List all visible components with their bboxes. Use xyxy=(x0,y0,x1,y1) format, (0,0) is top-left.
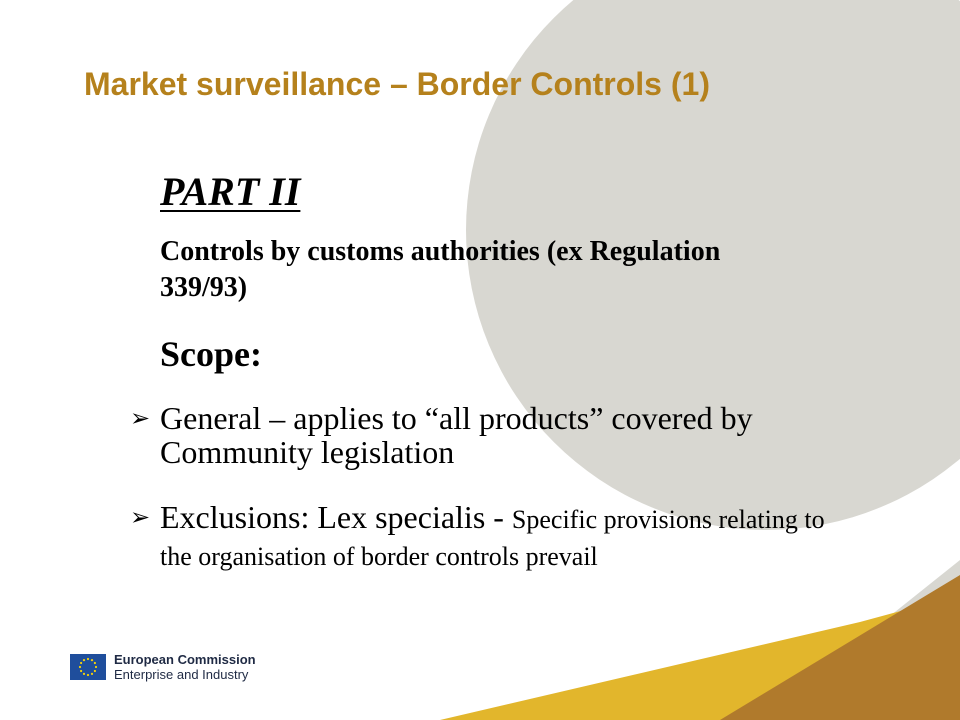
eu-flag-icon xyxy=(70,654,106,680)
arrow-bullet-icon: ➢ xyxy=(130,503,151,531)
bullet-item-exclusions xyxy=(130,500,860,574)
bullet-text: General – applies to “all products” covered by Community legislation xyxy=(160,400,753,470)
bullet-text-wrapper xyxy=(160,500,860,574)
slide-title: Market surveillance – Border Controls (1) xyxy=(84,66,710,102)
scope-label: Scope: xyxy=(160,334,262,374)
logo-text xyxy=(114,652,256,682)
bullet-text: Exclusions: Lex specialis - xyxy=(160,499,512,535)
bullet-text-small: Specific provisions relating to the organisation of border controls prevail xyxy=(160,505,825,571)
subheading: Controls by customs authorities (ex Regulation 339/93) xyxy=(160,236,721,303)
part-heading: PART II xyxy=(160,169,301,214)
bullet-item-general xyxy=(130,401,860,469)
logo-line1: European Commission xyxy=(114,652,256,667)
arrow-bullet-icon: ➢ xyxy=(130,404,151,432)
european-commission-logo xyxy=(70,652,256,682)
logo-line2: Enterprise and Industry xyxy=(114,667,249,682)
